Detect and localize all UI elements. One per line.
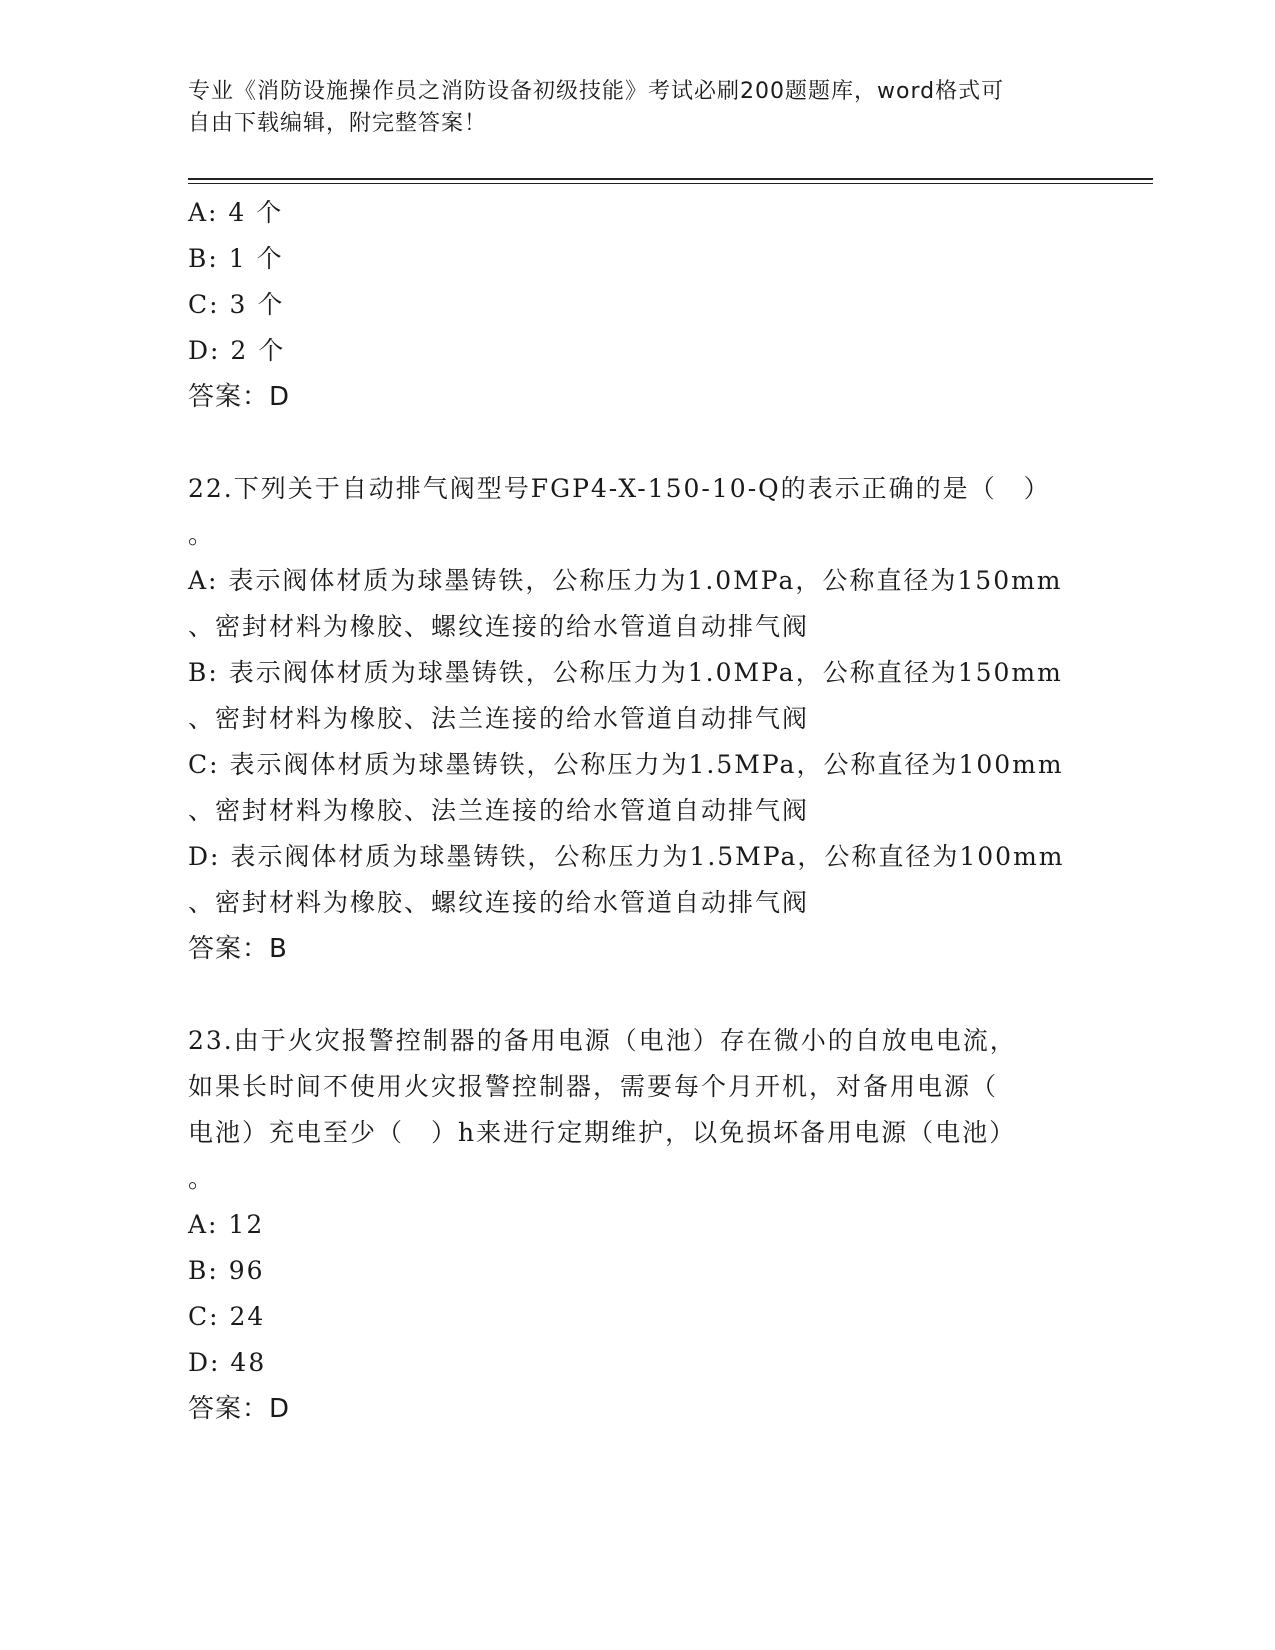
option-a: A: 4 个 [188,198,284,227]
option-d: D: 表示阀体材质为球墨铸铁，公称压力为1.5MPa，公称直径为100mm [188,842,1065,871]
option-c: C: 3 个 [188,290,285,319]
option-d-continued: 、密封材料为橡胶、螺纹连接的给水管道自动排气阀 [188,888,810,917]
question-22-stem [188,466,1088,558]
option-c-continued: 、密封材料为橡胶、法兰连接的给水管道自动排气阀 [188,796,810,825]
option-b-continued: 、密封材料为橡胶、法兰连接的给水管道自动排气阀 [188,704,810,733]
question-23-answer: 答案：D [188,1394,291,1424]
header-line-2: 自由下载编辑，附完整答案！ [188,111,488,136]
question-text-line: 。 [188,520,216,549]
question-text-line: 电池）充电至少（ ）h来进行定期维护，以免损坏备用电源（电池） [188,1118,1017,1147]
question-text-line: 如果长时间不使用火灾报警控制器，需要每个月开机，对备用电源（ [188,1072,999,1101]
option-b: B: 96 [188,1256,265,1285]
document-header [188,76,1088,140]
question-21-answer: 答案：D [188,382,291,412]
option-c: C: 24 [188,1302,266,1331]
option-a: A: 12 [188,1210,265,1239]
header-divider-thick [188,178,1153,180]
question-22-answer: 答案：B [188,934,288,964]
header-divider-thin [188,183,1153,184]
spacer [188,972,1088,1018]
question-text-line: 。 [188,1164,216,1193]
question-23-stem [188,1018,1088,1202]
questions-content [188,190,1088,1432]
question-text-line: 22.下列关于自动排气阀型号FGP4-X-150-10-Q的表示正确的是（ ） [188,474,1051,503]
question-23-options [188,1202,1088,1386]
header-line-1: 专业《消防设施操作员之消防设备初级技能》考试必刷200题题库，word格式可 [188,79,1005,104]
option-c: C: 表示阀体材质为球墨铸铁，公称压力为1.5MPa，公称直径为100mm [188,750,1064,779]
question-21-options [188,190,1088,374]
question-22-options [188,558,1088,926]
option-a-continued: 、密封材料为橡胶、螺纹连接的给水管道自动排气阀 [188,612,810,641]
option-a: A: 表示阀体材质为球墨铸铁，公称压力为1.0MPa，公称直径为150mm [188,566,1063,595]
option-b: B: 1 个 [188,244,284,273]
option-b: B: 表示阀体材质为球墨铸铁，公称压力为1.0MPa，公称直径为150mm [188,658,1063,687]
question-text-line: 23.由于火灾报警控制器的备用电源（电池）存在微小的自放电电流， [188,1026,1017,1055]
option-d: D: 2 个 [188,336,286,365]
option-d: D: 48 [188,1348,267,1377]
spacer [188,420,1088,466]
